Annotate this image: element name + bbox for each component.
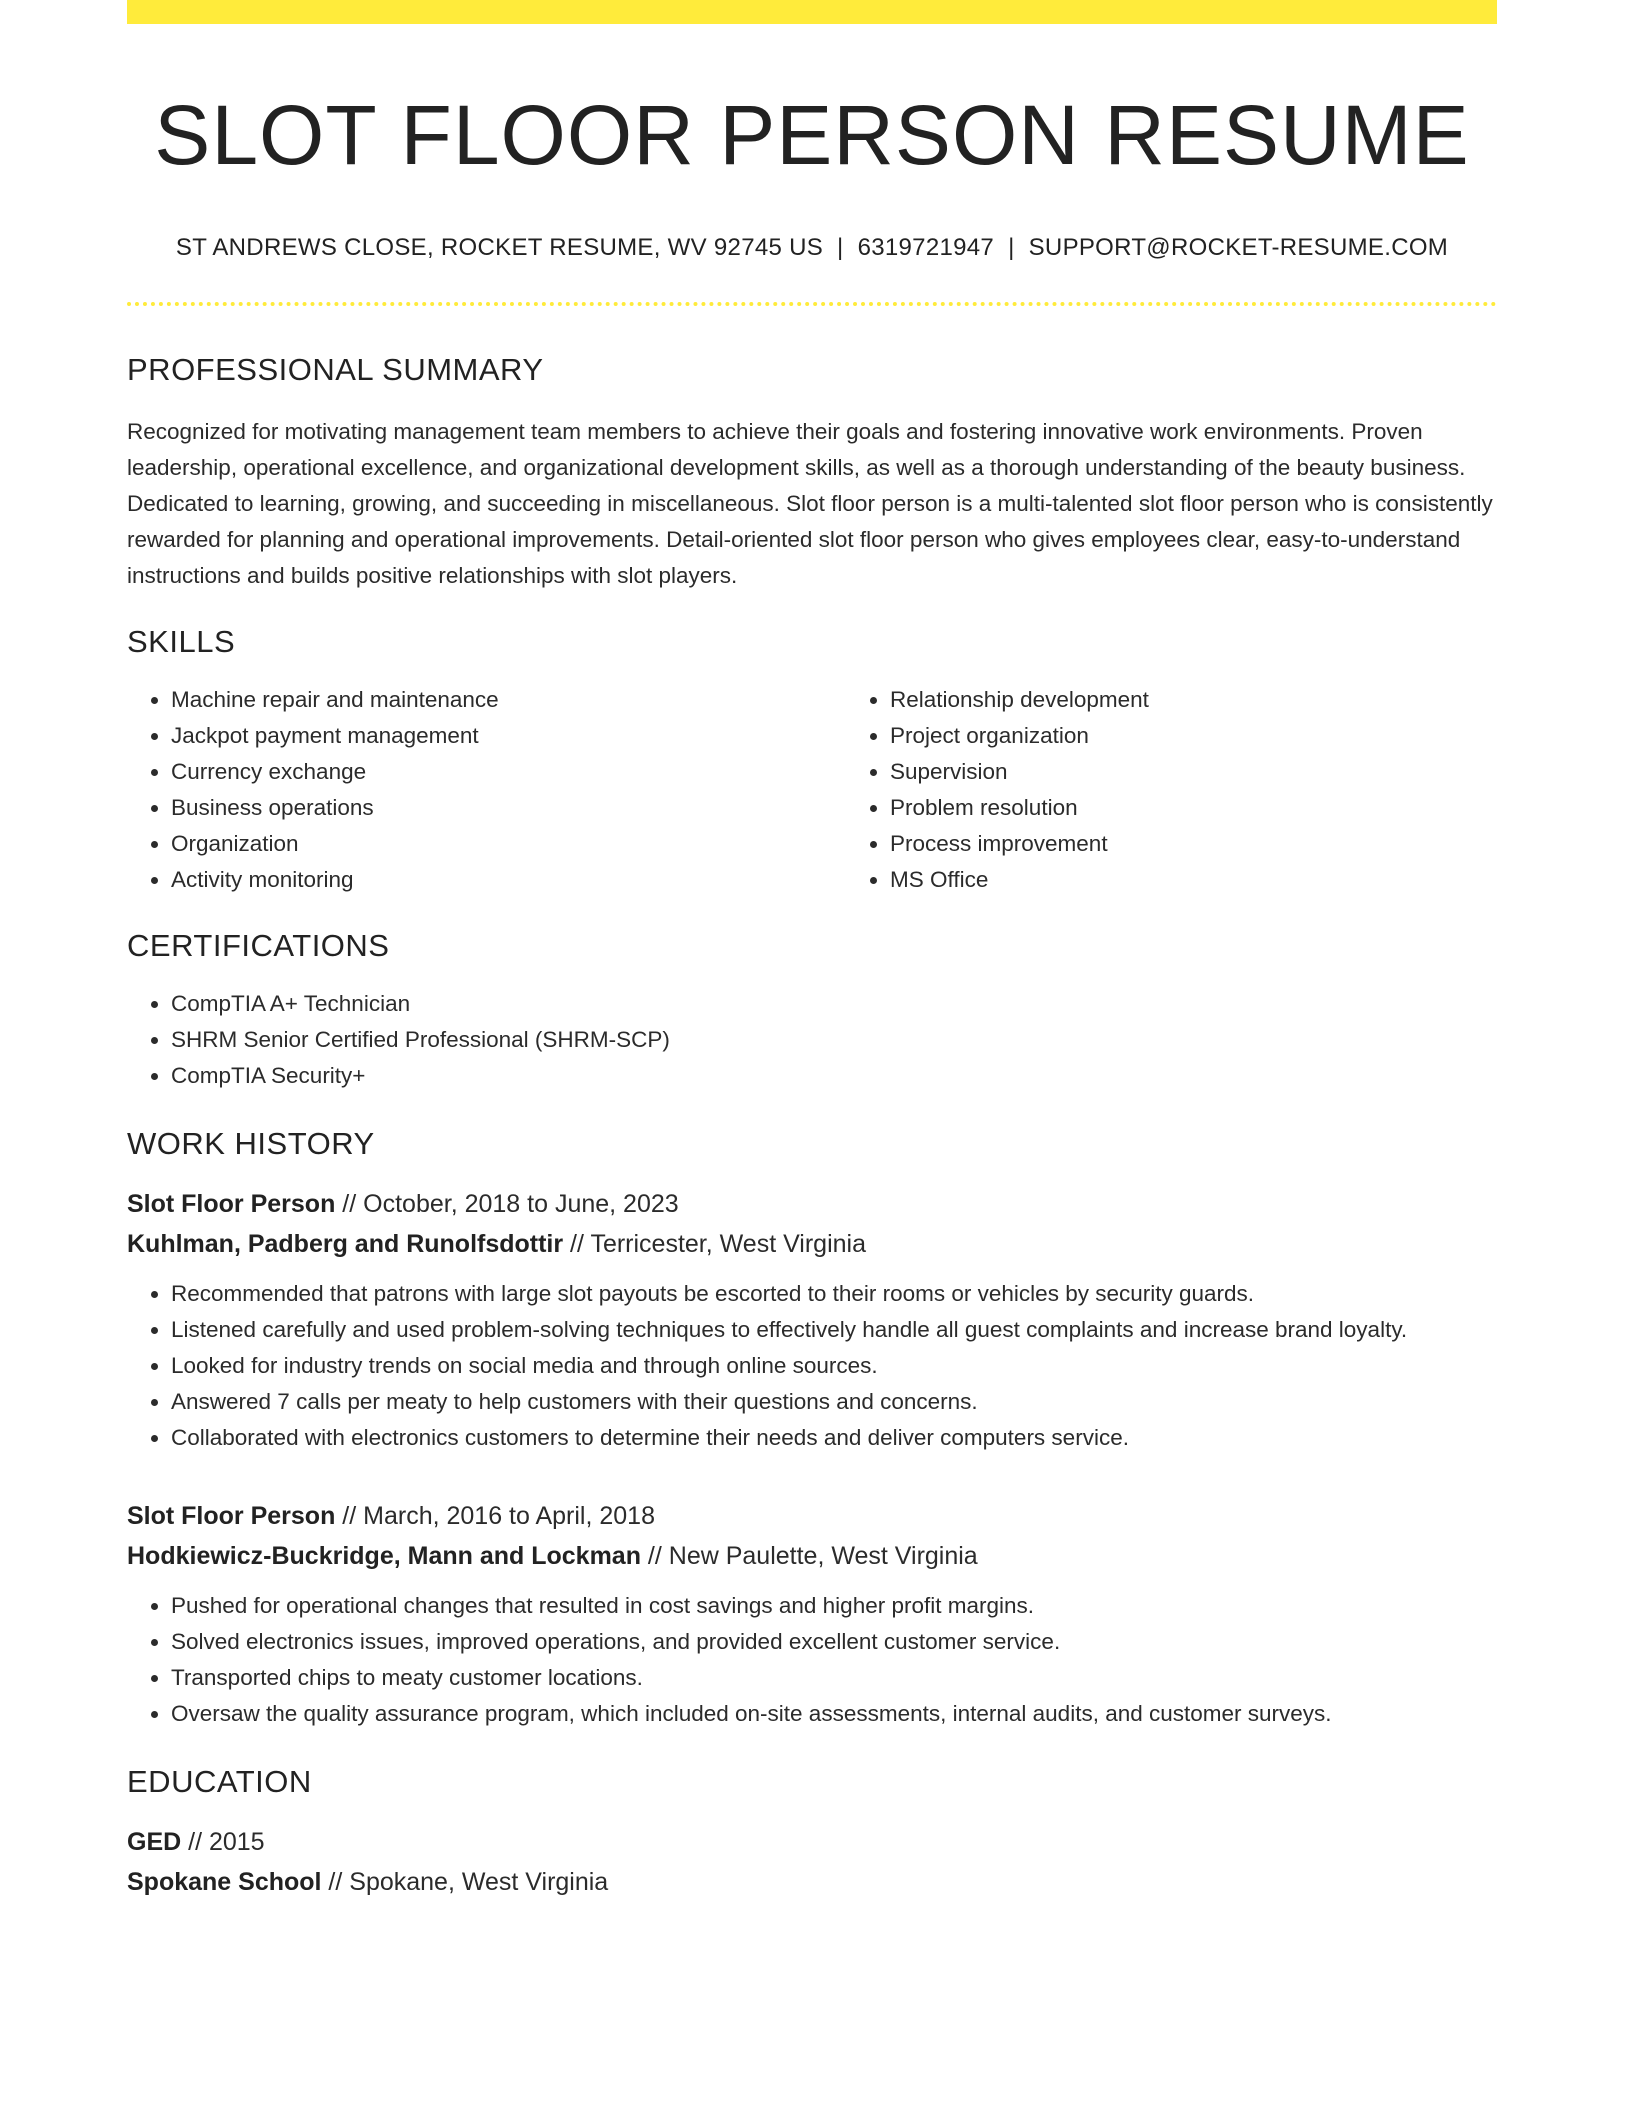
certification-item: • SHRM Senior Certified Professional (SHRM-SCP): [171, 1022, 1497, 1058]
contact-separator: |: [837, 234, 844, 261]
job-bullet: • Solved electronics issues, improved operations, and provided excellent customer service.: [171, 1624, 1497, 1660]
dotted-divider: [127, 302, 1497, 306]
education-school: Spokane School: [127, 1868, 322, 1896]
skill-item: • Project organization: [890, 718, 1565, 754]
summary-heading: PROFESSIONAL SUMMARY: [127, 352, 544, 387]
job-title: Slot Floor Person: [127, 1502, 336, 1530]
certification-item: • CompTIA Security+: [171, 1058, 1497, 1094]
skill-item: • Organization: [171, 826, 846, 862]
resume-title: SLOT FLOOR PERSON RESUME: [154, 88, 1470, 182]
skill-item: • Currency exchange: [171, 754, 846, 790]
accent-bar: [127, 0, 1497, 24]
contact-phone: 6319721947: [857, 234, 995, 261]
skills-grid: [127, 662, 1497, 898]
skill-item: • Activity monitoring: [171, 862, 846, 898]
job-dates: // October, 2018 to June, 2023: [335, 1190, 679, 1218]
job-title: Slot Floor Person: [127, 1190, 336, 1218]
job-title-line: [127, 1496, 1497, 1536]
job-bullets: [127, 1588, 1497, 1732]
skill-item: • Problem resolution: [890, 790, 1565, 826]
certification-item: • CompTIA A+ Technician: [171, 986, 1497, 1022]
skill-item: • Supervision: [890, 754, 1565, 790]
skill-item: • MS Office: [890, 862, 1565, 898]
skills-list-left: [127, 682, 846, 898]
summary-text: Recognized for motivating management team members to achieve their goals and fostering innovative work environments. Proven leadership, operational excellence, and organizational development skills, as well as a thorough understanding of the beauty business. Dedicated to learning, growing, and succeeding in miscellaneous. Slot floor person is a multi-talented slot floor person who is consistently rewarded for planning and operational improvements. Detail-oriented slot floor person who gives employees clear, easy-to-understand instructions and builds positive relationships with slot players.: [127, 419, 1493, 588]
job-title-line: [127, 1184, 1497, 1224]
work-history-heading: WORK HISTORY: [127, 1126, 375, 1161]
skill-item: • Business operations: [171, 790, 846, 826]
skills-heading: SKILLS: [127, 624, 236, 659]
job-entry: [127, 1184, 1497, 1456]
education-school-line: [127, 1862, 1497, 1902]
contact-line: [127, 234, 1497, 262]
job-company-line: [127, 1224, 1497, 1264]
education-heading: EDUCATION: [127, 1764, 312, 1799]
job-bullet: • Pushed for operational changes that resulted in cost savings and higher profit margins.: [171, 1588, 1497, 1624]
education-year: // 2015: [181, 1828, 265, 1856]
job-company: Kuhlman, Padberg and Runolfsdottir: [127, 1230, 564, 1258]
job-company-line: [127, 1536, 1497, 1576]
job-company: Hodkiewicz-Buckridge, Mann and Lockman: [127, 1542, 641, 1570]
job-bullet: • Looked for industry trends on social media and through online sources.: [171, 1348, 1497, 1384]
contact-email: SUPPORT@ROCKET-RESUME.COM: [1028, 234, 1449, 261]
resume-content: [127, 24, 1497, 1902]
skills-list-right: [846, 682, 1565, 898]
skill-item: • Jackpot payment management: [171, 718, 846, 754]
education-degree: GED: [127, 1828, 182, 1856]
skill-item: • Process improvement: [890, 826, 1565, 862]
skill-item: • Machine repair and maintenance: [171, 682, 846, 718]
job-bullet: • Oversaw the quality assurance program, which included on-site assessments, internal audits, and customer surveys.: [171, 1696, 1497, 1732]
job-entry: [127, 1496, 1497, 1732]
job-bullet: • Listened carefully and used problem-solving techniques to effectively handle all guest complaints and increase brand loyalty.: [171, 1312, 1497, 1348]
contact-separator: |: [1008, 234, 1015, 261]
certifications-list: [127, 986, 1497, 1094]
job-location: // New Paulette, West Virginia: [640, 1542, 978, 1570]
job-bullet: • Recommended that patrons with large slot payouts be escorted to their rooms or vehicles by security guards.: [171, 1276, 1497, 1312]
skill-item: • Relationship development: [890, 682, 1565, 718]
job-bullet: • Answered 7 calls per meaty to help customers with their questions and concerns.: [171, 1384, 1497, 1420]
job-dates: // March, 2016 to April, 2018: [335, 1502, 655, 1530]
contact-address: ST ANDREWS CLOSE, ROCKET RESUME, WV 92745 US: [175, 234, 824, 261]
education-degree-line: [127, 1822, 1497, 1862]
education-entry: [127, 1822, 1497, 1902]
job-bullet: • Transported chips to meaty customer locations.: [171, 1660, 1497, 1696]
certifications-heading: CERTIFICATIONS: [127, 928, 390, 963]
job-bullet: • Collaborated with electronics customers to determine their needs and deliver computers service.: [171, 1420, 1497, 1456]
job-location: // Terricester, West Virginia: [563, 1230, 867, 1258]
education-location: // Spokane, West Virginia: [321, 1868, 609, 1896]
job-bullets: [127, 1276, 1497, 1456]
